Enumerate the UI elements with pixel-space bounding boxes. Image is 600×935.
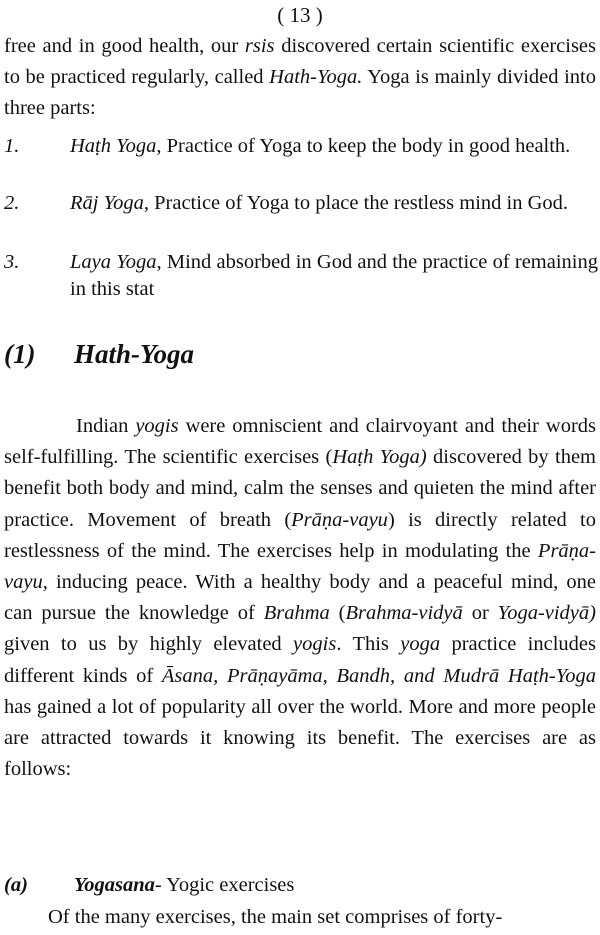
list-term: Haṭh Yoga (70, 135, 157, 157)
para-term: Āsana, Prāṇayāma, Bandh, and Mudrā Haṭh-Yoga (161, 664, 596, 687)
para-term: Prāṇa-vayu (291, 508, 388, 531)
subsection-number: (a) (4, 874, 28, 896)
para-text: or (462, 602, 498, 625)
list-number: 2. (4, 192, 20, 214)
intro-paragraph (4, 31, 596, 125)
list-item (4, 133, 598, 160)
intro-text: discovered certain scientific exercises to be practiced regularly, called (4, 35, 597, 89)
closing-line (4, 903, 596, 931)
para-term: yogis (135, 415, 179, 437)
list-number: 1. (4, 135, 20, 157)
intro-term-rsis: rsis (244, 35, 275, 57)
para-text: ( (329, 602, 346, 625)
para-text: discovered by them benefit both body and mind, calm the senses and quieten the mind after practice. Movement of breath ( (4, 446, 596, 531)
para-term: yogis (293, 633, 337, 656)
intro-text: free and in good health, our (4, 35, 245, 57)
section-number: (1) (4, 339, 36, 369)
intro-term-hath-yoga: Hath-Yoga. (269, 66, 363, 89)
subsection-heading (4, 871, 596, 899)
list-term: Laya Yoga (70, 251, 157, 273)
para-term: Brahma (263, 602, 330, 625)
list-number: 3. (4, 251, 20, 273)
section-heading (4, 336, 596, 372)
para-text: . This (336, 633, 401, 656)
subsection-term: Yogasana (74, 874, 155, 896)
para-text: inducing peace. With a healthy body and a peaceful mind, one can pursue the knowledge of (4, 571, 596, 625)
list-item (4, 190, 598, 217)
main-paragraph (4, 411, 596, 785)
para-text: were omniscient and clairvoyant and their words self-fulfilling. The scientific exercises ( (4, 415, 596, 469)
para-text: Indian (76, 415, 136, 437)
list-text: , Practice of Yoga to keep the body in good health. (156, 135, 571, 157)
para-text: practice includes different kinds of (4, 633, 597, 687)
list-term: Rāj Yoga (70, 192, 144, 214)
subsection-text: - Yogic exercises (154, 874, 295, 896)
list-item (4, 249, 598, 303)
para-term: Prāṇa-vayu, (4, 539, 596, 594)
para-term: Yoga-vidyā) (497, 602, 596, 625)
page-number: ( 13 ) (277, 3, 323, 27)
para-term: Haṭh Yoga) (332, 446, 427, 469)
list-text: , Mind absorbed in God and the practice of remaining in this stat (70, 251, 598, 300)
intro-text: Yoga is mainly divided into three parts: (4, 66, 596, 120)
list-text: , Practice of Yoga to place the restless mind in God. (143, 192, 569, 214)
para-text: given to us by highly elevated (4, 633, 294, 656)
closing-text: Of the many exercises, the main set comprises of forty- (48, 906, 503, 928)
para-term: Brahma-vidyā (345, 602, 463, 625)
para-text: has gained a lot of popularity all over the world. More and more people are attracted towards it knowing its benefit. The exercises are as follows: (4, 695, 596, 781)
para-text: ) is directly related to restlessness of the mind. The exercises help in modulating the (4, 508, 596, 562)
section-title: Hath-Yoga (74, 339, 195, 369)
para-term: yoga (400, 633, 441, 656)
